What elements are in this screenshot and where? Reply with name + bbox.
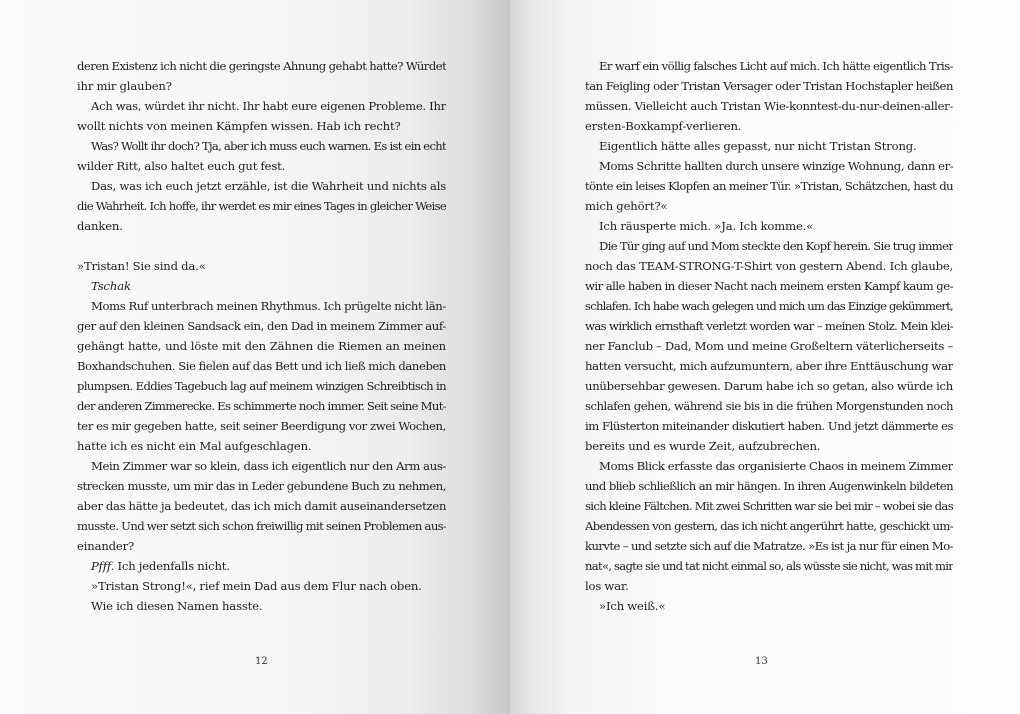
text-line: bereits und es wurde Zeit, aufzubrechen. bbox=[585, 439, 821, 453]
text-line: musste. Und wer setzt sich schon freiwillig mit seinen Problemen aus- bbox=[77, 519, 446, 533]
text-line: Tschak bbox=[91, 279, 131, 293]
text-line: tönte ein leises Klopfen an meiner Tür. »Tristan, Schätzchen, hast du bbox=[585, 179, 953, 193]
text-line: tan Feigling oder Tristan Versager oder Tristan Hochstapler heißen bbox=[585, 79, 953, 93]
text-line: Wie ich diesen Namen hasste. bbox=[91, 599, 263, 613]
text-line: Moms Ruf unterbrach meinen Rhythmus. Ich prügelte nicht län- bbox=[91, 299, 446, 313]
text-line: Eigentlich hätte alles gepasst, nur nicht Tristan Strong. bbox=[599, 139, 917, 153]
right-page bbox=[510, 0, 1020, 714]
text-line: wollt nichts von meinen Kämpfen wissen. Hab ich recht? bbox=[77, 119, 401, 133]
text-line: schlafen gehen, während sie bis in die frühen Morgenstunden noch bbox=[585, 399, 953, 413]
text-line: ger auf den kleinen Sandsack ein, den Dad in meinem Zimmer auf- bbox=[77, 319, 446, 333]
text-line: »Tristan! Sie sind da.« bbox=[77, 259, 206, 273]
text-line: Moms Schritte hallten durch unsere winzige Wohnung, dann er- bbox=[599, 159, 953, 173]
text-line: ner Fanclub – Dad, Mom und meine Großeltern väterlicherseits – bbox=[585, 339, 953, 353]
text-line: hatten versucht, mich aufzumuntern, aber ihre Enttäuschung war bbox=[585, 359, 953, 373]
text-line: einander? bbox=[77, 539, 135, 553]
text-line: schlafen. Ich habe wach gelegen und mich um das Einzige gekümmert, bbox=[585, 299, 953, 313]
text-line: plumpsen. Eddies Tagebuch lag auf meinem winzigen Schreibtisch in bbox=[77, 379, 446, 393]
text-line: ter es mir gegeben hatte, seit seiner Beerdigung vor zwei Wochen, bbox=[77, 419, 446, 433]
text-line: was wirklich ernsthaft verletzt worden war – meinen Stolz. Mein klei- bbox=[585, 319, 953, 333]
text-line: und blieb schließlich an mir hängen. In ihren Augenwinkeln bildeten bbox=[585, 479, 953, 493]
text-line: im Flüsterton miteinander diskutiert haben. Und jetzt dämmerte es bbox=[585, 419, 953, 433]
text-line: strecken musste, um mir das in Leder gebundene Buch zu nehmen, bbox=[77, 479, 446, 493]
text-line: nat«, sagte sie und tat nicht einmal so, als wüsste sie nicht, was mit mir bbox=[585, 559, 953, 573]
text-line: aber das hätte ja bedeutet, das ich mich damit auseinandersetzen bbox=[77, 499, 446, 513]
text-line: los war. bbox=[585, 579, 629, 593]
page-number: 12 bbox=[255, 656, 268, 667]
text-line: ersten-Boxkampf-verlieren. bbox=[585, 119, 742, 133]
text-line: »Ich weiß.« bbox=[599, 599, 666, 613]
blank-line bbox=[77, 236, 446, 256]
text-line: wir alle haben in dieser Nacht nach meinem ersten Kampf kaum ge- bbox=[585, 279, 953, 293]
text-line: Die Tür ging auf und Mom steckte den Kopf herein. Sie trug immer bbox=[599, 239, 953, 253]
text-line: Pfff. Ich jedenfalls nicht. bbox=[91, 559, 230, 573]
text-line: Moms Blick erfasste das organisierte Chaos in meinem Zimmer bbox=[599, 459, 953, 473]
text-line: Boxhandschuhen. Sie fielen auf das Bett und ich ließ mich daneben bbox=[77, 359, 446, 373]
text-line: gehängt hatte, und löste mit den Zähnen die Riemen an meinen bbox=[77, 339, 446, 353]
text-line: Ich räusperte mich. »Ja. Ich komme.« bbox=[599, 219, 814, 233]
text-line: sich kleine Fältchen. Mit zwei Schritten war sie bei mir – wobei sie das bbox=[585, 499, 953, 513]
left-page-text bbox=[77, 56, 446, 616]
text-line: deren Existenz ich nicht die geringste Ahnung gehabt hatte? Würdet bbox=[77, 59, 446, 73]
text-line: Das, was ich euch jetzt erzähle, ist die Wahrheit und nichts als bbox=[91, 179, 446, 193]
text-line: Er warf ein völlig falsches Licht auf mich. Ich hätte eigentlich Tris- bbox=[599, 59, 953, 73]
text-emphasis: Pfff. bbox=[91, 559, 115, 573]
text-line: »Tristan Strong!«, rief mein Dad aus dem Flur nach oben. bbox=[91, 579, 422, 593]
text-line: Ach was, würdet ihr nicht. Ihr habt eure eigenen Probleme. Ihr bbox=[91, 99, 446, 113]
text-line: noch das TEAM-STRONG-T-Shirt von gestern Abend. Ich glaube, bbox=[585, 259, 953, 273]
page-number: 13 bbox=[755, 656, 768, 667]
text-line: ihr mir glauben? bbox=[77, 79, 172, 93]
text-line: wilder Ritt, also haltet euch gut fest. bbox=[77, 159, 286, 173]
text-line: kurvte – und setzte sich auf die Matratze. »Es ist ja nur für einen Mo- bbox=[585, 539, 953, 553]
text-line: Abendessen von gestern, das ich nicht angerührt hatte, geschickt um- bbox=[585, 519, 953, 533]
text-line: müssen. Vielleicht auch Tristan Wie-konntest-du-nur-deinen-aller- bbox=[585, 99, 953, 113]
text-line: der anderen Zimmerecke. Es schimmerte noch immer. Seit seine Mut- bbox=[77, 399, 446, 413]
right-page-text bbox=[585, 56, 953, 616]
text-line: die Wahrheit. Ich hoffe, ihr werdet es mir eines Tages in gleicher Weise bbox=[77, 199, 446, 213]
text-line: unübersehbar gewesen. Darum habe ich so getan, also würde ich bbox=[585, 379, 953, 393]
text-line: Was? Wollt ihr doch? Tja, aber ich muss euch warnen. Es ist ein echt bbox=[91, 139, 446, 153]
text-line: Mein Zimmer war so klein, dass ich eigentlich nur den Arm aus- bbox=[91, 459, 446, 473]
text-line: danken. bbox=[77, 219, 123, 233]
text-line: mich gehört?« bbox=[585, 199, 668, 213]
text-line: hatte ich es nicht ein Mal aufgeschlagen. bbox=[77, 439, 312, 453]
